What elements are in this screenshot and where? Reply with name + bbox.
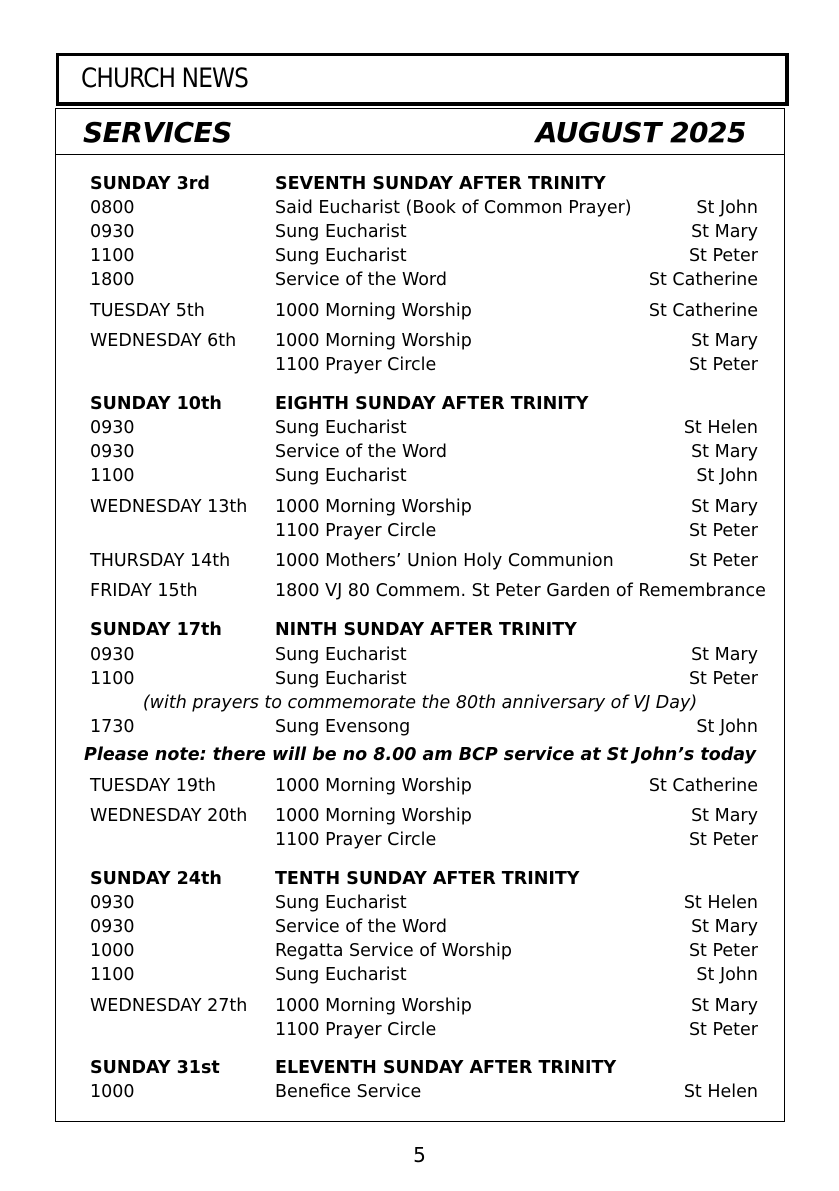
schedule-church: St Helen [683, 418, 758, 438]
schedule-day-time: 1000 [90, 1082, 135, 1102]
schedule-church: St Peter [688, 830, 758, 850]
schedule-church: St Catherine [648, 270, 758, 290]
schedule-day-time: 1800 [90, 270, 135, 290]
schedule-service: 1800 VJ 80 Commem. St Peter Garden of Remembrance [275, 581, 766, 601]
month-heading: AUGUST 2025 [535, 116, 746, 149]
services-panel [55, 108, 785, 1122]
schedule-service: Sung Eucharist [275, 965, 407, 985]
schedule-church: St Helen [683, 893, 758, 913]
schedule-day-time: 0930 [90, 442, 135, 462]
schedule-service: Benefice Service [275, 1082, 422, 1102]
schedule-service: Sung Eucharist [275, 466, 407, 486]
schedule-day-time: 1100 [90, 965, 135, 985]
schedule-church: St Mary [691, 222, 758, 242]
schedule-service: Said Eucharist (Book of Common Prayer) [275, 198, 632, 218]
schedule-church: St Mary [691, 331, 758, 351]
schedule-note: Please note: there will be no 8.00 am BCP service at St John’s today [84, 745, 756, 765]
schedule-day-time: SUNDAY 31st [90, 1058, 220, 1078]
schedule-church: St John [696, 965, 758, 985]
schedule-church: St Peter [688, 355, 758, 375]
schedule-church: St Peter [688, 669, 758, 689]
schedule-service: Sung Eucharist [275, 418, 407, 438]
schedule-church: St Peter [688, 1020, 758, 1040]
schedule-church: St Mary [691, 442, 758, 462]
schedule-day-time: 1100 [90, 466, 135, 486]
schedule-day-time: WEDNESDAY 27th [90, 996, 248, 1016]
schedule-church: St Peter [688, 246, 758, 266]
schedule-day-time: 0930 [90, 893, 135, 913]
church-news-banner [56, 53, 789, 106]
schedule-day-time: SUNDAY 24th [90, 869, 222, 889]
schedule-church: St John [696, 198, 758, 218]
schedule-service: 1100 Prayer Circle [275, 830, 437, 850]
schedule-service: 1000 Morning Worship [275, 996, 472, 1016]
schedule-day-time: THURSDAY 14th [90, 551, 231, 571]
schedule-service: 1000 Morning Worship [275, 301, 472, 321]
schedule-service: Sung Eucharist [275, 645, 407, 665]
services-heading: SERVICES [83, 116, 232, 149]
schedule-service: 1100 Prayer Circle [275, 1020, 437, 1040]
schedule-day-time: WEDNESDAY 13th [90, 497, 248, 517]
schedule-service: 1000 Mothers’ Union Holy Communion [275, 551, 614, 571]
schedule-day-time: 1100 [90, 246, 135, 266]
schedule-service: EIGHTH SUNDAY AFTER TRINITY [275, 394, 589, 414]
schedule-church: St Peter [688, 941, 758, 961]
schedule-church: St Peter [688, 551, 758, 571]
schedule-day-time: SUNDAY 17th [90, 620, 222, 640]
schedule-service: Sung Eucharist [275, 246, 407, 266]
schedule-church: St Catherine [648, 776, 758, 796]
schedule-day-time: 1730 [90, 717, 135, 737]
schedule-service: Sung Eucharist [275, 669, 407, 689]
schedule-service: Sung Eucharist [275, 222, 407, 242]
section-title: CHURCH NEWS [81, 63, 248, 94]
schedule-day-time: TUESDAY 5th [90, 301, 205, 321]
schedule-church: St John [696, 717, 758, 737]
schedule-service: 1100 Prayer Circle [275, 521, 437, 541]
schedule-church: St Mary [691, 806, 758, 826]
schedule-day-time: SUNDAY 10th [90, 394, 222, 414]
schedule-service: 1000 Morning Worship [275, 776, 472, 796]
schedule-church: St Catherine [648, 301, 758, 321]
schedule-service: 1000 Morning Worship [275, 497, 472, 517]
schedule-service: TENTH SUNDAY AFTER TRINITY [275, 869, 580, 889]
schedule-day-time: SUNDAY 3rd [90, 174, 210, 194]
schedule-day-time: 0930 [90, 418, 135, 438]
schedule-day-time: 0930 [90, 222, 135, 242]
page-number: 5 [413, 1143, 426, 1167]
schedule-church: St Helen [683, 1082, 758, 1102]
schedule-day-time: 0930 [90, 645, 135, 665]
schedule-service: Service of the Word [275, 270, 447, 290]
schedule-church: St Mary [691, 645, 758, 665]
schedule-day-time: 1000 [90, 941, 135, 961]
schedule-day-time: 0930 [90, 917, 135, 937]
schedule-list [56, 109, 784, 1121]
schedule-note: (with prayers to commemorate the 80th anniversary of VJ Day) [142, 693, 698, 713]
schedule-service: 1000 Morning Worship [275, 806, 472, 826]
schedule-service: Sung Evensong [275, 717, 411, 737]
schedule-service: Sung Eucharist [275, 893, 407, 913]
schedule-day-time: FRIDAY 15th [90, 581, 198, 601]
schedule-service: ELEVENTH SUNDAY AFTER TRINITY [275, 1058, 617, 1078]
schedule-church: St Mary [691, 917, 758, 937]
schedule-service: SEVENTH SUNDAY AFTER TRINITY [275, 174, 606, 194]
schedule-day-time: 1100 [90, 669, 135, 689]
schedule-church: St Mary [691, 497, 758, 517]
schedule-church: St Mary [691, 996, 758, 1016]
schedule-service: Regatta Service of Worship [275, 941, 513, 961]
schedule-service: NINTH SUNDAY AFTER TRINITY [275, 620, 577, 640]
schedule-day-time: WEDNESDAY 6th [90, 331, 237, 351]
schedule-day-time: 0800 [90, 198, 135, 218]
schedule-day-time: WEDNESDAY 20th [90, 806, 248, 826]
schedule-day-time: TUESDAY 19th [90, 776, 216, 796]
schedule-service: Service of the Word [275, 442, 447, 462]
schedule-service: Service of the Word [275, 917, 447, 937]
schedule-service: 1000 Morning Worship [275, 331, 472, 351]
schedule-service: 1100 Prayer Circle [275, 355, 437, 375]
schedule-church: St John [696, 466, 758, 486]
schedule-church: St Peter [688, 521, 758, 541]
